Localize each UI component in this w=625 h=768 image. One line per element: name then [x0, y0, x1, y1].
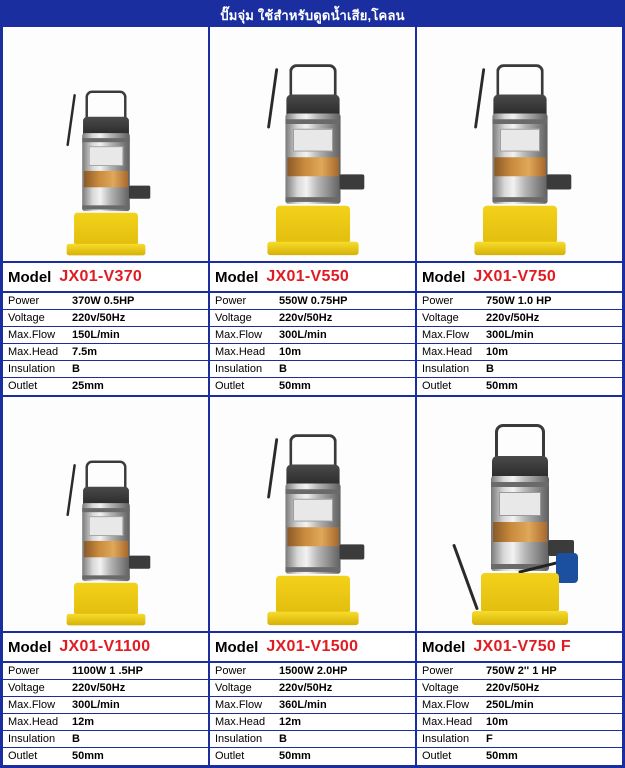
product-card[interactable] — [415, 397, 622, 765]
spec-power — [417, 663, 622, 680]
product-card[interactable] — [3, 27, 208, 395]
spec-value: 7.5m — [72, 346, 98, 358]
spec-voltage — [3, 310, 208, 327]
spec-power — [210, 293, 415, 310]
spec-key: Outlet — [422, 750, 452, 762]
product-row — [3, 395, 622, 765]
model-label: Model — [8, 638, 52, 656]
spec-key: Voltage — [422, 682, 459, 694]
spec-key: Max.Flow — [422, 329, 470, 341]
spec-value: 300L/min — [279, 329, 327, 341]
spec-list — [3, 663, 208, 765]
spec-outlet — [3, 378, 208, 395]
spec-maxflow — [417, 327, 622, 344]
spec-maxhead — [210, 714, 415, 731]
model-bar — [3, 631, 208, 663]
spec-value: 220v/50Hz — [72, 682, 126, 694]
spec-insulation — [417, 361, 622, 378]
spec-outlet — [417, 748, 622, 765]
spec-key: Voltage — [215, 682, 252, 694]
spec-value: F — [486, 733, 493, 745]
spec-key: Max.Head — [215, 716, 266, 728]
spec-value: 220v/50Hz — [72, 312, 126, 324]
spec-value: 750W 1.0 HP — [486, 295, 552, 307]
product-photo — [3, 397, 208, 631]
spec-value: 50mm — [279, 750, 311, 762]
spec-key: Insulation — [8, 363, 56, 375]
spec-key: Voltage — [422, 312, 459, 324]
spec-value: 300L/min — [486, 329, 534, 341]
submersible-pump-icon — [256, 62, 370, 257]
spec-voltage — [210, 310, 415, 327]
model-value: JX01-V370 — [59, 268, 143, 285]
spec-voltage — [3, 680, 208, 697]
spec-key: Insulation — [215, 733, 263, 745]
submersible-pump-icon — [56, 459, 154, 627]
product-card[interactable] — [208, 27, 415, 395]
spec-power — [210, 663, 415, 680]
spec-value: 12m — [72, 716, 95, 728]
spec-key: Power — [8, 665, 40, 677]
model-bar — [210, 261, 415, 293]
spec-value: B — [279, 363, 287, 375]
model-bar — [210, 631, 415, 663]
model-bar — [417, 261, 622, 293]
product-photo — [210, 27, 415, 261]
spec-maxflow — [417, 697, 622, 714]
model-label: Model — [215, 268, 259, 286]
spec-key: Voltage — [8, 682, 45, 694]
spec-key: Outlet — [422, 380, 452, 392]
model-label: Model — [215, 638, 259, 656]
spec-value: 10m — [486, 346, 509, 358]
spec-key: Max.Flow — [215, 699, 263, 711]
spec-outlet — [210, 748, 415, 765]
spec-list — [417, 293, 622, 395]
spec-key: Power — [8, 295, 40, 307]
spec-power — [3, 293, 208, 310]
spec-power — [417, 293, 622, 310]
product-card[interactable] — [415, 27, 622, 395]
spec-key: Insulation — [422, 363, 470, 375]
spec-key: Power — [422, 295, 454, 307]
product-photo — [3, 27, 208, 261]
spec-value: 150L/min — [72, 329, 120, 341]
spec-insulation — [417, 731, 622, 748]
spec-voltage — [417, 310, 622, 327]
model-value: JX01-V750 — [473, 268, 557, 285]
spec-maxflow — [3, 327, 208, 344]
page-title: ปั๊มจุ่ม ใช้สำหรับดูดน้ำเสีย,โคลน — [3, 3, 622, 27]
spec-value: 50mm — [486, 750, 518, 762]
spec-key: Voltage — [8, 312, 45, 324]
model-label: Model — [8, 268, 52, 286]
spec-outlet — [210, 378, 415, 395]
spec-value: 300L/min — [72, 699, 120, 711]
spec-value: 360L/min — [279, 699, 327, 711]
spec-key: Max.Head — [8, 716, 59, 728]
spec-value: 220v/50Hz — [279, 682, 333, 694]
spec-value: 10m — [279, 346, 302, 358]
spec-value: 220v/50Hz — [486, 312, 540, 324]
spec-value: 370W 0.5HP — [72, 295, 135, 307]
model-bar — [417, 631, 622, 663]
model-value: JX01-V1500 — [266, 638, 359, 655]
model-value: JX01-V550 — [266, 268, 350, 285]
spec-list — [210, 663, 415, 765]
model-bar — [3, 261, 208, 293]
spec-maxhead — [210, 344, 415, 361]
spec-key: Max.Head — [422, 346, 473, 358]
spec-key: Outlet — [215, 380, 245, 392]
product-row — [3, 27, 622, 395]
submersible-pump-icon — [463, 62, 577, 257]
float-switch-icon — [556, 553, 578, 583]
submersible-pump-icon — [256, 432, 370, 627]
spec-key: Max.Flow — [422, 699, 470, 711]
spec-value: 12m — [279, 716, 302, 728]
spec-value: 550W 0.75HP — [279, 295, 348, 307]
model-value: JX01-V750 F — [473, 638, 571, 655]
spec-key: Outlet — [8, 750, 38, 762]
spec-list — [417, 663, 622, 765]
product-card[interactable] — [208, 397, 415, 765]
spec-key: Max.Head — [8, 346, 59, 358]
spec-maxhead — [417, 714, 622, 731]
spec-voltage — [210, 680, 415, 697]
product-card[interactable] — [3, 397, 208, 765]
spec-outlet — [3, 748, 208, 765]
spec-key: Outlet — [8, 380, 38, 392]
spec-value: 220v/50Hz — [279, 312, 333, 324]
spec-value: 10m — [486, 716, 509, 728]
spec-outlet — [417, 378, 622, 395]
model-label: Model — [422, 638, 466, 656]
spec-value: 50mm — [486, 380, 518, 392]
spec-key: Insulation — [8, 733, 56, 745]
spec-value: 50mm — [72, 750, 104, 762]
spec-value: 1500W 2.0HP — [279, 665, 348, 677]
spec-list — [210, 293, 415, 395]
spec-insulation — [3, 361, 208, 378]
submersible-pump-icon — [56, 89, 154, 257]
spec-value: 750W 2'' 1 HP — [486, 665, 557, 677]
spec-value: B — [486, 363, 494, 375]
spec-voltage — [417, 680, 622, 697]
spec-maxhead — [3, 714, 208, 731]
spec-key: Power — [215, 295, 247, 307]
spec-value: 25mm — [72, 380, 104, 392]
product-grid — [3, 27, 622, 765]
spec-value: 220v/50Hz — [486, 682, 540, 694]
spec-key: Insulation — [215, 363, 263, 375]
spec-insulation — [210, 361, 415, 378]
spec-insulation — [3, 731, 208, 748]
spec-power — [3, 663, 208, 680]
spec-key: Max.Flow — [8, 329, 56, 341]
spec-key: Max.Flow — [215, 329, 263, 341]
spec-key: Max.Head — [215, 346, 266, 358]
product-photo — [417, 397, 622, 631]
spec-value: 50mm — [279, 380, 311, 392]
spec-value: 1100W 1 .5HP — [72, 665, 143, 677]
product-photo — [417, 27, 622, 261]
spec-insulation — [210, 731, 415, 748]
spec-maxhead — [3, 344, 208, 361]
spec-list — [3, 293, 208, 395]
model-label: Model — [422, 268, 466, 286]
spec-maxhead — [417, 344, 622, 361]
spec-value: B — [72, 363, 80, 375]
spec-value: B — [279, 733, 287, 745]
model-value: JX01-V1100 — [59, 638, 151, 655]
spec-key: Outlet — [215, 750, 245, 762]
spec-key: Insulation — [422, 733, 470, 745]
spec-key: Power — [215, 665, 247, 677]
product-photo — [210, 397, 415, 631]
spec-maxflow — [210, 697, 415, 714]
spec-key: Max.Flow — [8, 699, 56, 711]
spec-key: Voltage — [215, 312, 252, 324]
spec-maxflow — [3, 697, 208, 714]
spec-value: B — [72, 733, 80, 745]
spec-maxflow — [210, 327, 415, 344]
spec-value: 250L/min — [486, 699, 534, 711]
spec-key: Max.Head — [422, 716, 473, 728]
submersible-pump-float-icon — [460, 422, 580, 627]
spec-key: Power — [422, 665, 454, 677]
